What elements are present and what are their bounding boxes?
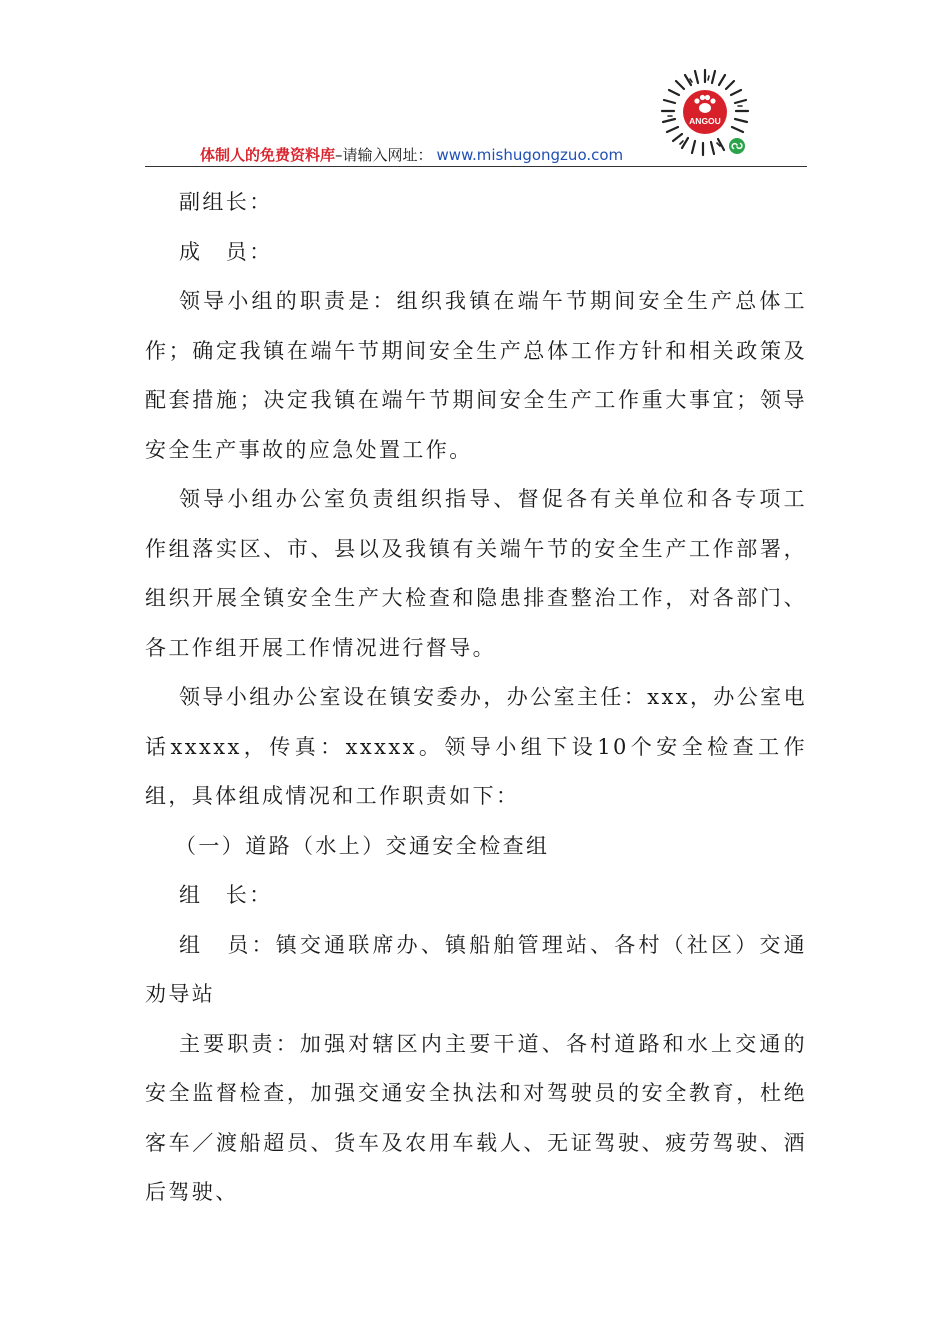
page-header bbox=[145, 60, 807, 170]
leadership-duties-paragraph: 领导小组的职责是：组织我镇在端午节期间安全生产总体工作；确定我镇在端午节期间安全生产总体工作方针和相关政策及配套措施；决定我镇在端午节期间安全生产工作重大事宜；领导安全生产事故的应急处置工作。 bbox=[145, 289, 807, 462]
url-prompt-label: –请输入网址： bbox=[335, 146, 433, 164]
free-library-label: 体制人的免费资料库 bbox=[200, 146, 336, 164]
website-url-link[interactable]: www.mishugongzuo.com bbox=[436, 146, 624, 164]
document-body bbox=[145, 178, 807, 1218]
section-heading-traffic: （一）道路（水上）交通安全检查组 bbox=[175, 833, 550, 858]
group-leader-line: 组 长： bbox=[179, 883, 273, 907]
header-banner-text bbox=[200, 146, 623, 164]
members-line: 成 员： bbox=[179, 239, 273, 264]
office-duties-paragraph: 领导小组办公室负责组织指导、督促各有关单位和各专项工作组落实区、市、县以及我镇有关端午节的安全生产工作部署，组织开展全镇安全生产大检查和隐患排查整治工作，对各部门、各工作组开展工作情况进行督导。 bbox=[145, 487, 807, 660]
deputy-leader-line: 副组长： bbox=[179, 190, 273, 214]
qr-brand-label: ANGOU bbox=[689, 116, 721, 126]
main-duties-paragraph: 主要职责：加强对辖区内主要干道、各村道路和水上交通的安全监督检查，加强交通安全执法和对驾驶员的安全教育，杜绝客车／渡船超员、货车及农用车载人、无证驾驶、疲劳驾驶、酒后驾驶、 bbox=[145, 1031, 807, 1204]
group-members-paragraph: 组 员：镇交通联席办、镇船舶管理站、各村（社区）交通劝导站 bbox=[145, 932, 807, 1006]
header-divider bbox=[145, 166, 807, 167]
qr-code-icon bbox=[657, 66, 753, 162]
office-contact-paragraph: 领导小组办公室设在镇安委办，办公室主任：xxx，办公室电话xxxxx，传真：xxxxx。领导小组下设10个安全检查工作组，具体组成情况和工作职责如下： bbox=[145, 685, 807, 808]
